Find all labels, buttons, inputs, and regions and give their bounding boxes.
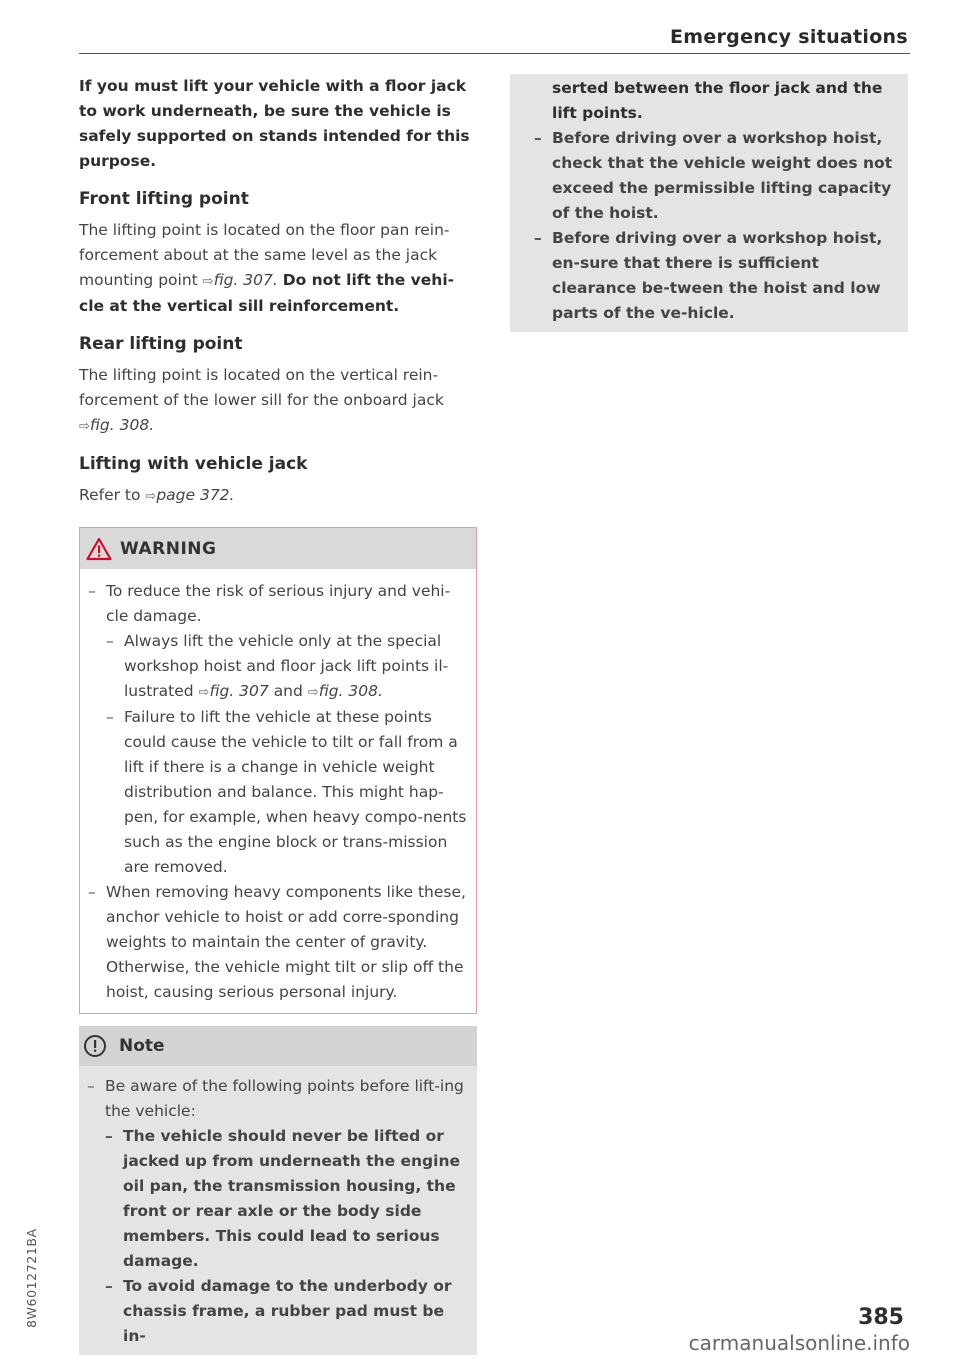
warning-list <box>88 579 468 1005</box>
note-item-text: Be aware of the following points before lift-ing the vehicle: <box>105 1077 464 1120</box>
front-fig-ref[interactable]: fig. 307. <box>213 271 278 289</box>
warning-box <box>79 527 477 1014</box>
rear-lifting-heading: Rear lifting point <box>79 334 243 354</box>
note-continuation-list <box>526 126 898 326</box>
exclamation-circle-icon <box>83 1034 107 1058</box>
note-header <box>79 1026 477 1066</box>
warning-item-text: To reduce the risk of serious injury and vehi-cle damage. <box>106 582 451 625</box>
note-sublist <box>105 1124 469 1349</box>
rear-lifting-body: The lifting point is located on the vertical rein-forcement of the lower sill for the onboard jack <box>79 366 444 409</box>
jack-page-ref[interactable]: page 372. <box>156 486 235 504</box>
intro-bold-paragraph: If you must lift your vehicle with a floor jack to work underneath, be sure the vehicle is safely supported on stands intended for this purpose. <box>79 77 470 170</box>
warning-fig-ref-308[interactable]: fig. 308. <box>318 682 383 700</box>
warning-subitem: – Failure to lift the vehicle at these points could cause the vehicle to tilt or fall from a lift if there is a change in vehicle weight distribution and balance. This might hap-pen, for example, when heavy compo-nents such as the engine block or trans-mission are removed. <box>106 705 468 880</box>
right-arrow-icon: ⇨ <box>202 274 214 289</box>
warning-item: – When removing heavy components like these, anchor vehicle to hoist or add corre-sponding weights to maintain the center of gravity. Otherwise, the vehicle might tilt or slip off the hoist, causing serious personal injury. <box>88 880 468 1005</box>
right-column <box>510 74 908 332</box>
front-lifting-caution: Do not lift the vehi-cle at the vertical sill reinforcement. <box>79 271 455 315</box>
warning-body <box>80 569 476 1013</box>
page-number: 385 <box>858 1305 904 1330</box>
front-lifting-heading: Front lifting point <box>79 189 249 209</box>
rear-lifting-text <box>79 363 477 439</box>
right-arrow-icon: ⇨ <box>79 419 90 434</box>
warning-fig-ref-307[interactable]: fig. 307 <box>209 682 269 700</box>
vehicle-jack-text <box>79 483 477 509</box>
vehicle-jack-body: Refer to <box>79 486 141 504</box>
document-code: 8W6012721BA <box>24 1228 39 1328</box>
warning-triangle-icon <box>86 537 112 561</box>
warning-header <box>80 527 476 569</box>
warning-item <box>88 579 468 880</box>
warning-title: WARNING <box>120 538 217 559</box>
right-arrow-icon: ⇨ <box>145 489 157 504</box>
left-column <box>79 74 477 1355</box>
note-list <box>87 1074 469 1349</box>
note-subitem: – To avoid damage to the underbody or chassis frame, a rubber pad must be in- <box>105 1274 469 1349</box>
note-item <box>87 1074 469 1349</box>
section-title: Emergency situations <box>669 26 908 48</box>
header-rule <box>79 53 910 54</box>
note-continuation-box <box>510 74 908 332</box>
right-arrow-icon: ⇨ <box>307 685 319 700</box>
note-title: Note <box>119 1036 165 1056</box>
vehicle-jack-heading: Lifting with vehicle jack <box>79 454 308 474</box>
front-lifting-text <box>79 218 477 319</box>
right-arrow-icon: ⇨ <box>198 685 210 700</box>
note-continuation-item: – Before driving over a workshop hoist, en-sure that there is sufficient clearance be-tween the hoist and low parts of the ve-hicle. <box>526 226 898 326</box>
note-subitem: – The vehicle should never be lifted or jacked up from underneath the engine oil pan, the transmission housing, the front or rear axle or the body side members. This could lead to serious damage. <box>105 1124 469 1274</box>
front-lifting-body: The lifting point is located on the floor pan rein-forcement about at the same level as the jack mounting point <box>79 221 450 289</box>
rear-fig-ref[interactable]: fig. 308. <box>89 416 155 434</box>
note-continuation-text: serted between the floor jack and the lift points. <box>552 79 883 122</box>
note-body <box>79 1066 477 1355</box>
note-continuation-item: – Before driving over a workshop hoist, check that the vehicle weight does not exceed the permissible lifting capacity of the hoist. <box>526 126 898 226</box>
warning-sublist <box>106 629 468 880</box>
warning-and: and <box>273 682 303 700</box>
warning-subitem-text: Always lift the vehicle only at the special workshop hoist and floor jack lift points il-lustrated <box>124 632 449 700</box>
note-box <box>79 1026 477 1355</box>
warning-subitem <box>106 629 468 705</box>
watermark: carmanualsonline.info <box>688 1331 910 1355</box>
